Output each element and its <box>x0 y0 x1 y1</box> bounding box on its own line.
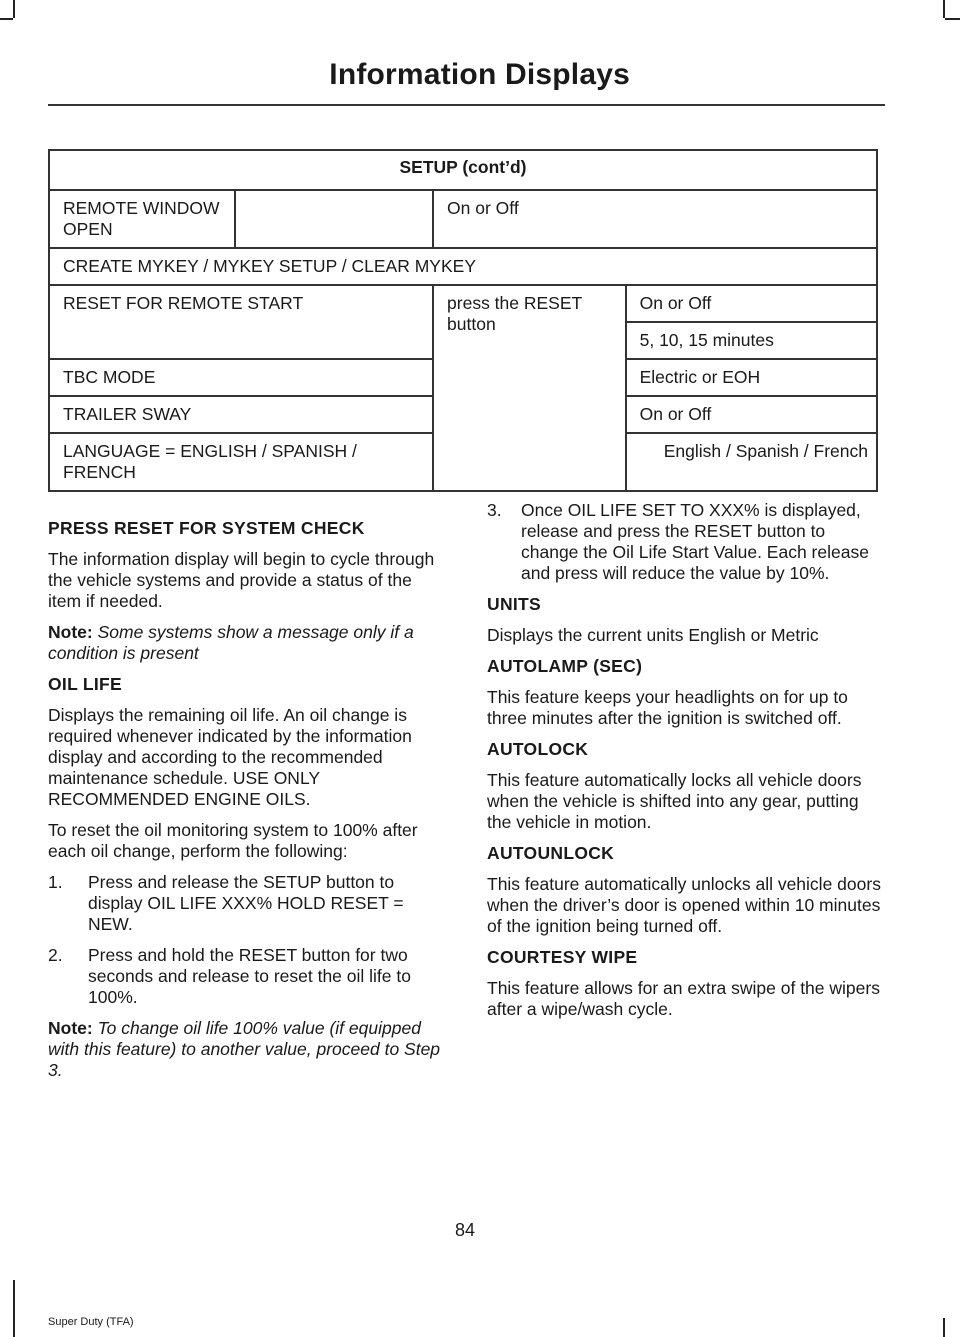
crop-mark <box>943 0 945 18</box>
note-text: Some systems show a message only if a condition is present <box>48 622 414 663</box>
paragraph: This feature automatically locks all vehicle doors when the vehicle is shifted into any gear, putting the vehicle in motion. <box>487 770 862 832</box>
step-number: 3. <box>487 500 502 520</box>
section-heading: OIL LIFE <box>48 674 123 694</box>
table-cell: press the RESET button <box>433 285 626 491</box>
table-row <box>49 248 877 285</box>
table-cell: On or Off <box>433 190 877 248</box>
crop-mark <box>945 18 960 20</box>
right-column <box>487 500 882 1030</box>
table-cell: CREATE MYKEY / MYKEY SETUP / CLEAR MYKEY <box>49 248 877 285</box>
note-label: Note: <box>48 1018 93 1038</box>
section-heading: PRESS RESET FOR SYSTEM CHECK <box>48 518 365 538</box>
section-heading: AUTOLOCK <box>487 739 589 759</box>
table-cell: Electric or EOH <box>626 359 877 396</box>
table-cell: 5, 10, 15 minutes <box>626 322 877 359</box>
note-text: To change oil life 100% value (if equipped with this feature) to another value, proceed to Step 3. <box>48 1018 441 1080</box>
table-row <box>49 190 877 248</box>
list-item <box>48 945 448 1008</box>
crop-mark <box>13 0 15 18</box>
step-text: Press and hold the RESET button for two seconds and release to reset the oil life to 100%. <box>88 945 411 1007</box>
table-title: SETUP (cont’d) <box>49 150 877 190</box>
list-item <box>48 872 448 935</box>
crop-mark <box>13 1280 15 1337</box>
left-column <box>48 518 448 1091</box>
paragraph: This feature automatically unlocks all vehicle doors when the driver’s door is opened within 10 minutes of the ignition being turned off. <box>487 874 881 936</box>
paragraph: This feature allows for an extra swipe of the wipers after a wipe/wash cycle. <box>487 978 880 1019</box>
table-row <box>49 150 877 190</box>
page-number: 84 <box>454 1220 476 1240</box>
paragraph: Displays the remaining oil life. An oil change is required whenever indicated by the information display and according to the recommended maintenance schedule. USE ONLY RECOMMENDED ENGINE OILS. <box>48 705 412 809</box>
table-cell <box>235 190 433 248</box>
step-number: 1. <box>48 872 63 892</box>
step-text: Press and release the SETUP button to display OIL LIFE XXX% HOLD RESET = NEW. <box>88 872 404 934</box>
table-cell: REMOTE WINDOW OPEN <box>49 190 235 248</box>
step-number: 2. <box>48 945 63 965</box>
table-cell: English / Spanish / French <box>626 433 877 491</box>
section-heading: AUTOLAMP (SEC) <box>487 656 643 676</box>
crop-mark <box>0 18 13 20</box>
table-row <box>49 285 877 322</box>
paragraph: The information display will begin to cycle through the vehicle systems and provide a status of the item if needed. <box>48 549 435 611</box>
page-header-title: Information Displays <box>329 58 630 91</box>
note-label: Note: <box>48 622 93 642</box>
section-heading: UNITS <box>487 594 541 614</box>
table-cell: On or Off <box>626 285 877 322</box>
header-divider <box>48 104 885 106</box>
crop-mark <box>943 1318 945 1337</box>
note <box>48 1018 448 1081</box>
section-heading: AUTOUNLOCK <box>487 843 615 863</box>
table-cell: On or Off <box>626 396 877 433</box>
setup-table <box>48 149 878 492</box>
list-item <box>487 500 882 584</box>
paragraph: Displays the current units English or Metric <box>487 625 819 645</box>
table-cell: RESET FOR REMOTE START <box>49 285 433 359</box>
paragraph: To reset the oil monitoring system to 100% after each oil change, perform the following: <box>48 820 418 861</box>
table-cell: TRAILER SWAY <box>49 396 433 433</box>
section-heading: COURTESY WIPE <box>487 947 638 967</box>
note <box>48 622 448 664</box>
step-text: Once OIL LIFE SET TO XXX% is displayed, release and press the RESET button to change the Oil Life Start Value. Each release and press will reduce the value by 10%. <box>521 500 869 583</box>
footer-model-text: Super Duty (TFA) <box>48 1316 134 1328</box>
table-cell: TBC MODE <box>49 359 433 396</box>
table-cell: LANGUAGE = ENGLISH / SPANISH / FRENCH <box>49 433 433 491</box>
paragraph: This feature keeps your headlights on for up to three minutes after the ignition is switched off. <box>487 687 848 728</box>
